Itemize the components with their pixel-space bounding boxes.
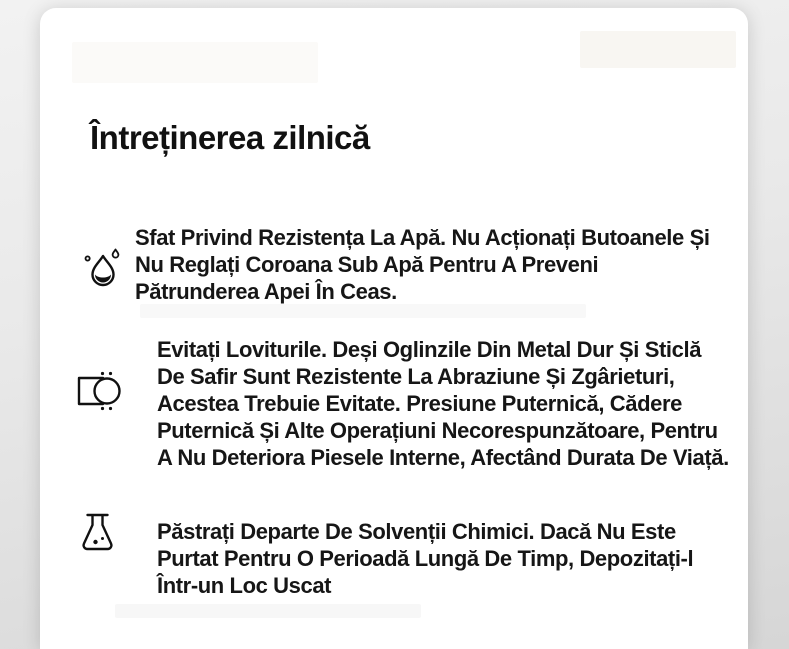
water-resistance-icon <box>76 224 135 308</box>
highlight-artifact <box>72 42 318 83</box>
page-title: Întreținerea zilnică <box>90 119 370 157</box>
tip-text: Evitați Loviturile. Deși Oglinzile Din Metal Dur Și Sticlă De Safir Sunt Rezistente La Abraziune Și Zgârieturi, Acestea Trebuie Evitate. Presiune Puternică, Cădere Puternică Și Alte Operațiuni Necorespunzătoare, Pentru A Nu Deteriora Piesele Interne, Afectând Durata De Viață. <box>157 337 729 470</box>
tip-text: Păstrați Departe De Solvenții Chimici. Dacă Nu Este Purtat Pentru O Perioadă Lungă De Timp, Depozitați-l Într-un Loc Uscat <box>157 519 694 598</box>
chemical-solvent-icon <box>76 518 157 602</box>
highlight-artifact <box>115 604 421 618</box>
tip-chemical-solvents <box>76 518 730 602</box>
impact-icon <box>76 336 157 498</box>
content-card <box>40 8 748 649</box>
highlight-artifact <box>580 31 736 68</box>
tip-text: Sfat Privind Rezistența La Apă. Nu Acționați Butoanele Și Nu Reglați Coroana Sub Apă Pentru A Preveni Pătrunderea Apei În Ceas. <box>135 225 710 304</box>
tip-water-resistance <box>76 224 730 308</box>
tip-avoid-impacts <box>76 336 730 498</box>
